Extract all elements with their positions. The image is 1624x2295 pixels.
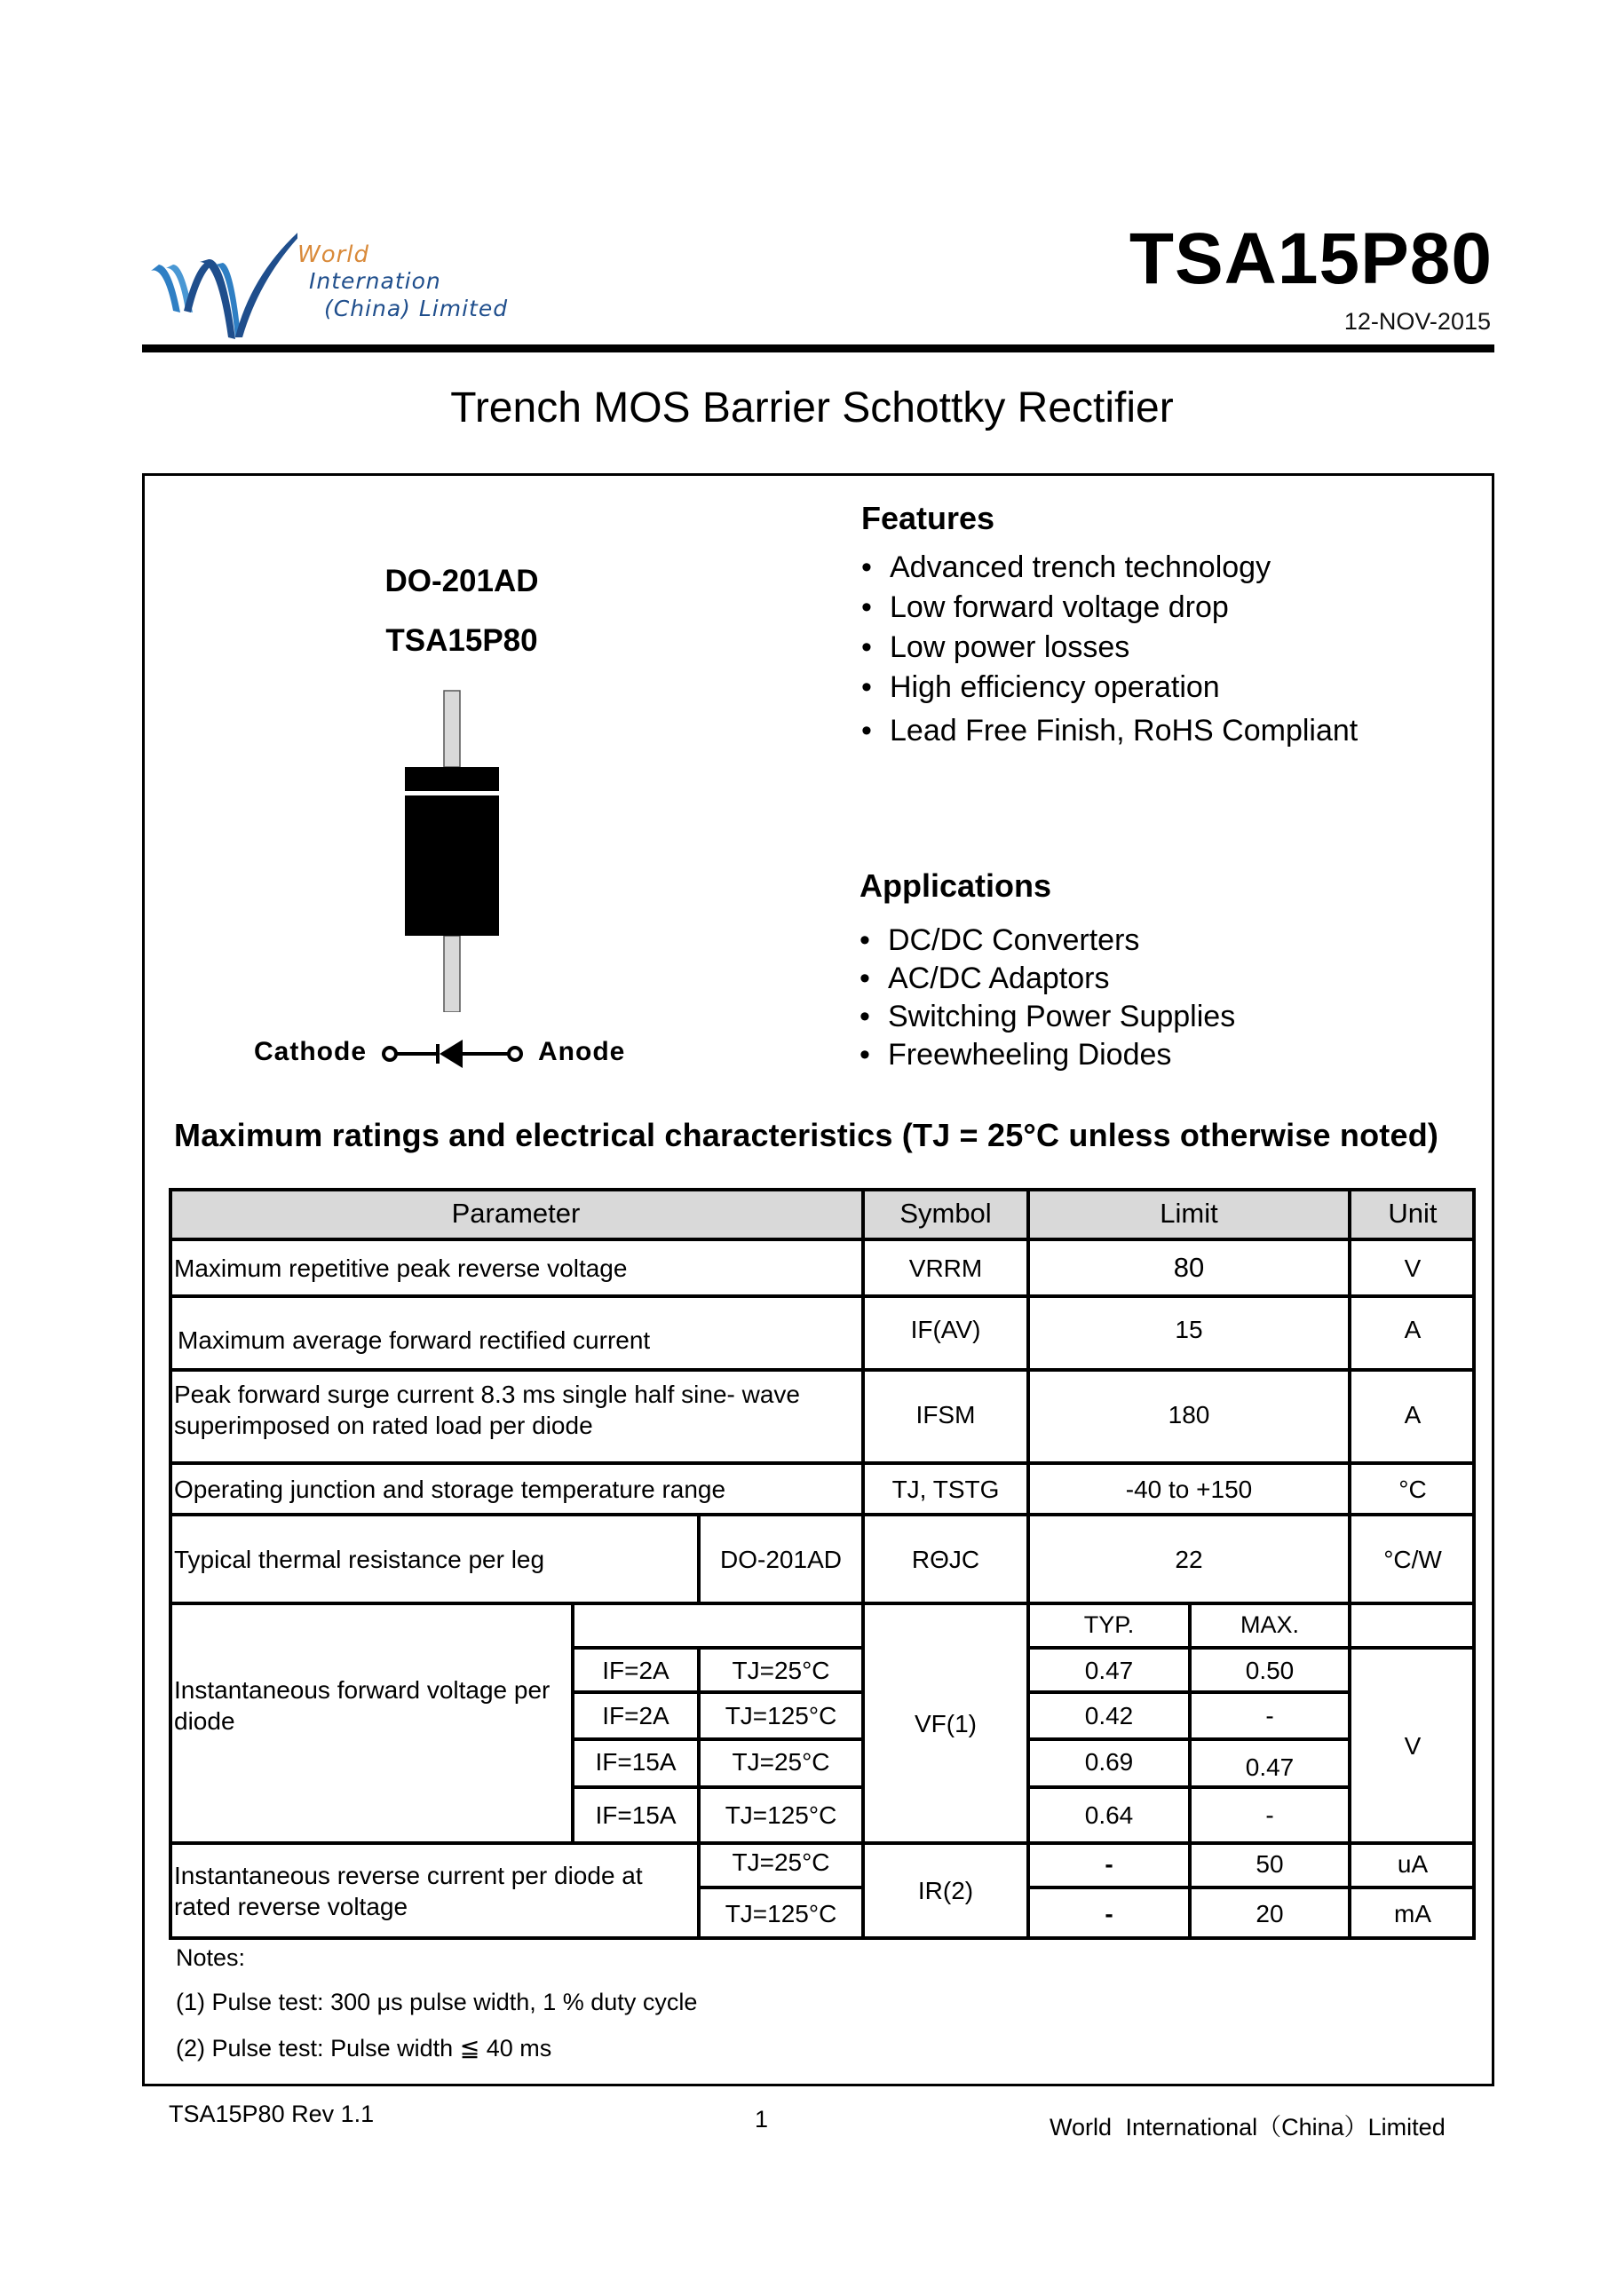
package-part-number: TSA15P80 bbox=[385, 623, 538, 658]
table-rule bbox=[169, 1513, 1476, 1516]
header-symbol: Symbol bbox=[863, 1188, 1028, 1239]
row-ir-parameter: Instantaneous reverse current per diode at rated reverse voltage bbox=[174, 1861, 643, 1920]
table-border bbox=[169, 1188, 172, 1940]
cathode-label: Cathode bbox=[254, 1037, 367, 1066]
row-tj-unit: °C bbox=[1398, 1475, 1427, 1503]
vf-typ: 0.64 bbox=[1084, 1801, 1134, 1829]
header-parameter: Parameter bbox=[169, 1188, 863, 1239]
ir-cond-tj: TJ=25°C bbox=[732, 1848, 830, 1876]
table-rule bbox=[697, 1513, 701, 1603]
feature-item: • High efficiency operation bbox=[861, 670, 1358, 714]
header-limit: Limit bbox=[1028, 1188, 1350, 1239]
ir-unit: uA bbox=[1397, 1849, 1429, 1878]
application-item: • Freewheeling Diodes bbox=[860, 1038, 1235, 1076]
application-item: • DC/DC Converters bbox=[860, 923, 1235, 962]
note-item: (2) Pulse test: Pulse width ≦ 40 ms bbox=[176, 2035, 552, 2062]
row-ifav-parameter: Maximum average forward rectified current bbox=[178, 1326, 651, 1354]
header-divider bbox=[142, 344, 1494, 352]
vf-max: - bbox=[1265, 1801, 1274, 1829]
anode-label: Anode bbox=[538, 1037, 626, 1066]
row-rth-symbol: RΘJC bbox=[911, 1545, 980, 1573]
table-rule bbox=[169, 1461, 1476, 1465]
table-rule bbox=[169, 1841, 1476, 1845]
logo-word-world: World bbox=[297, 241, 370, 268]
wv-logo-icon bbox=[147, 213, 297, 346]
table-rule bbox=[571, 1602, 574, 1843]
page-title: Trench MOS Barrier Schottky Rectifier bbox=[450, 384, 1174, 431]
feature-item: • Low power losses bbox=[861, 630, 1358, 670]
logo-word-internation: Internation bbox=[309, 268, 441, 294]
row-ifsm-limit: 180 bbox=[1168, 1400, 1210, 1428]
ir-unit: mA bbox=[1394, 1900, 1431, 1927]
document-date: 12-NOV-2015 bbox=[1343, 308, 1491, 335]
row-vrrm-limit: 80 bbox=[1173, 1251, 1205, 1283]
part-number-title: TSA15P80 bbox=[1129, 218, 1493, 299]
footer-revision: TSA15P80 Rev 1.1 bbox=[169, 2101, 375, 2127]
package-name: DO-201AD bbox=[384, 564, 539, 598]
row-ifav-limit: 15 bbox=[1175, 1315, 1203, 1343]
table-border bbox=[1472, 1188, 1476, 1940]
row-vf-symbol: VF(1) bbox=[915, 1709, 977, 1737]
table-rule bbox=[861, 1188, 865, 1940]
ir-typ: - bbox=[1105, 1900, 1113, 1927]
table-rule bbox=[169, 1602, 1476, 1605]
ir-max: 50 bbox=[1256, 1849, 1284, 1878]
vf-cond-tj: TJ=25°C bbox=[732, 1656, 830, 1684]
footer-page-number: 1 bbox=[755, 2106, 769, 2133]
table-rule bbox=[169, 1368, 1476, 1372]
vf-max: - bbox=[1265, 1702, 1274, 1729]
notes-heading: Notes: bbox=[176, 1944, 246, 1971]
table-border bbox=[169, 1936, 1476, 1940]
ir-cond-tj: TJ=125°C bbox=[725, 1900, 837, 1927]
row-vrrm-symbol: VRRM bbox=[908, 1254, 983, 1282]
row-tj-symbol: TJ, TSTG bbox=[891, 1475, 1000, 1503]
applications-heading: Applications bbox=[860, 867, 1052, 904]
table-border bbox=[169, 1188, 1476, 1191]
ir-max: 20 bbox=[1256, 1900, 1284, 1927]
table-rule bbox=[573, 1690, 863, 1694]
table-rule bbox=[1028, 1646, 1476, 1650]
vf-cond-if: IF=15A bbox=[595, 1747, 677, 1776]
ratings-table bbox=[169, 1188, 1476, 1939]
company-logo bbox=[147, 213, 519, 346]
vf-cond-if: IF=15A bbox=[595, 1801, 677, 1829]
row-vf-parameter: Instantaneous forward voltage per diode bbox=[174, 1676, 551, 1735]
application-item: • AC/DC Adaptors bbox=[860, 962, 1235, 1000]
table-rule bbox=[1026, 1188, 1030, 1940]
row-ifsm-unit: A bbox=[1404, 1400, 1422, 1428]
row-tj-limit: -40 to +150 bbox=[1125, 1475, 1253, 1503]
table-rule bbox=[573, 1737, 863, 1741]
table-rule bbox=[573, 1646, 863, 1650]
table-rule bbox=[1348, 1188, 1351, 1940]
table-rule bbox=[699, 1886, 863, 1889]
feature-item: • Lead Free Finish, RoHS Compliant bbox=[861, 714, 1358, 757]
table-rule bbox=[1188, 1602, 1192, 1940]
vf-cond-tj: TJ=125°C bbox=[725, 1702, 837, 1729]
axial-diode-package-icon bbox=[391, 657, 524, 1012]
row-ifav-unit: A bbox=[1404, 1315, 1422, 1343]
application-item: • Switching Power Supplies bbox=[860, 1000, 1235, 1038]
logo-word-china-limited: (China) Limited bbox=[324, 296, 509, 321]
max-label: MAX. bbox=[1240, 1611, 1299, 1639]
vf-typ: 0.42 bbox=[1084, 1702, 1134, 1729]
applications-list bbox=[860, 923, 1235, 1076]
header-unit: Unit bbox=[1350, 1188, 1476, 1239]
row-tj-parameter: Operating junction and storage temperature range bbox=[174, 1475, 726, 1503]
feature-item: • Low forward voltage drop bbox=[861, 590, 1358, 630]
table-rule bbox=[573, 1785, 863, 1789]
vf-max: 0.50 bbox=[1245, 1656, 1295, 1684]
row-vf-unit: V bbox=[1404, 1731, 1422, 1760]
row-ifav-symbol: IF(AV) bbox=[910, 1315, 981, 1343]
table-rule bbox=[1028, 1886, 1476, 1889]
feature-item: • Advanced trench technology bbox=[861, 550, 1358, 590]
vf-typ: 0.47 bbox=[1084, 1656, 1134, 1684]
vf-cond-if: IF=2A bbox=[602, 1656, 669, 1684]
footer-company: World International（China）Limited bbox=[1050, 2114, 1446, 2141]
table-rule bbox=[169, 1238, 1476, 1241]
features-heading: Features bbox=[861, 500, 995, 536]
vf-cond-tj: TJ=25°C bbox=[732, 1747, 830, 1776]
vf-max: 0.47 bbox=[1245, 1753, 1295, 1781]
vf-cond-if: IF=2A bbox=[602, 1702, 669, 1729]
table-rule bbox=[169, 1294, 1476, 1298]
vf-typ: 0.69 bbox=[1084, 1747, 1134, 1776]
ir-typ: - bbox=[1105, 1849, 1113, 1878]
vf-cond-tj: TJ=125°C bbox=[725, 1801, 837, 1829]
diode-symbol-icon bbox=[377, 1034, 528, 1073]
table-rule bbox=[697, 1646, 701, 1940]
row-ifsm-parameter: Peak forward surge current 8.3 ms single half sine- wave superimposed on rated load per diode bbox=[174, 1381, 800, 1439]
row-rth-unit: °C/W bbox=[1383, 1545, 1442, 1573]
row-ir-symbol: IR(2) bbox=[917, 1877, 974, 1904]
ratings-table-title: Maximum ratings and electrical characteristics (TJ = 25°C unless otherwise noted) bbox=[174, 1117, 1439, 1153]
row-vrrm-parameter: Maximum repetitive peak reverse voltage bbox=[174, 1254, 628, 1282]
row-rth-package: DO-201AD bbox=[720, 1545, 842, 1573]
row-rth-limit: 22 bbox=[1175, 1545, 1203, 1573]
typ-label: TYP. bbox=[1083, 1611, 1135, 1639]
row-rth-parameter: Typical thermal resistance per leg bbox=[174, 1545, 545, 1573]
note-item: (1) Pulse test: 300 μs pulse width, 1 % duty cycle bbox=[176, 1989, 698, 2015]
row-vrrm-unit: V bbox=[1404, 1254, 1422, 1282]
features-list bbox=[861, 550, 1358, 757]
row-ifsm-symbol: IFSM bbox=[915, 1400, 976, 1428]
